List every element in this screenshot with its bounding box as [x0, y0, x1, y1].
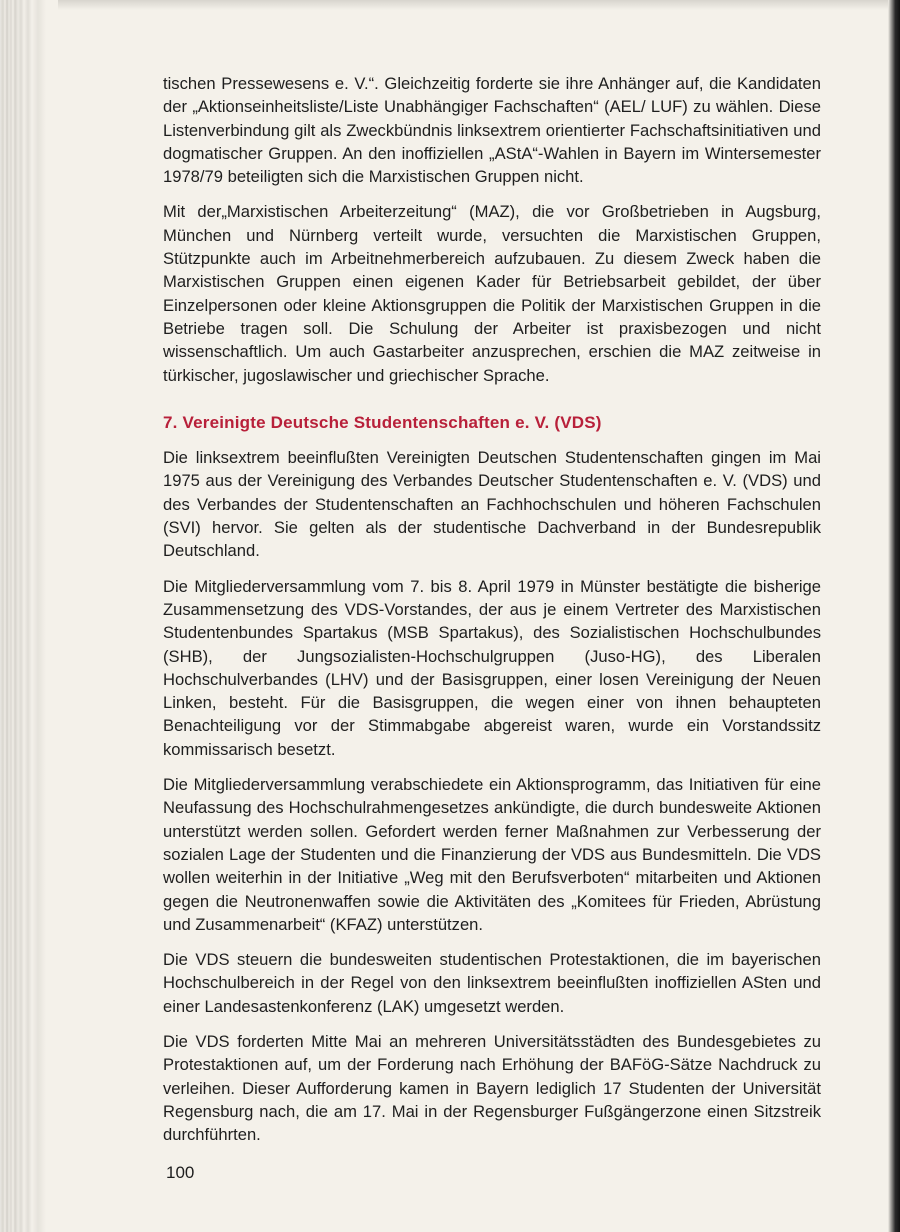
page-right-edge	[888, 0, 900, 1232]
paragraph-1: tischen Pressewesens e. V.“. Gleichzeitig forderte sie ihre Anhänger auf, die Kandidaten der „Aktionseinheitsliste/Liste Unabhängiger Fachschaften“ (AEL/ LUF) zu wählen. Diese Listenverbindung gilt als Zweckbündnis linksextrem orientierter Fachschaftsinitiativen und dogmatischer Gruppen. An den inoffiziellen „AStA“-Wahlen in Bayern im Wintersemester 1978/79 beteiligten sich die Marxistischen Gruppen nicht.	[163, 74, 821, 187]
paragraph-2: Mit der„Marxistischen Arbeiterzeitung“ (MAZ), die vor Großbetrieben in Augsburg, München und Nürnberg verteilt wurde, versuchten die Marxistischen Gruppen, Stützpunkte auch im Arbeitnehmerbereich aufzubauen. Zu diesem Zweck haben die Marxistischen Gruppen einen eigenen Kader für Betriebsarbeit gebildet, der über Einzelpersonen oder kleine Aktionsgruppen die Politik der Marxistischen Gruppen in die Betriebe tragen soll. Die Schulung der Arbeiter ist praxisbezogen und nicht wissenschaftlich. Um auch Gastarbeiter anzusprechen, erschien die MAZ zeitweise in türkischer, jugoslawischer und griechischer Sprache.	[163, 202, 821, 385]
paragraph-5: Die Mitgliederversammlung verabschiedete ein Aktionsprogramm, das Initiativen für eine Neufassung des Hochschulrahmengesetzes ankündigte, die durch bundesweite Aktionen unterstützt werden sollen. Gefordert werden ferner Maßnahmen zur Verbesserung der sozialen Lage der Studenten und die Finanzierung der VDS aus Bundesmitteln. Die VDS wollen weiterhin in der Initiative „Weg mit den Berufsverboten“ mitarbeiten und Aktionen gegen die Neutronenwaffen sowie die Aktivitäten des „Komitees für Frieden, Abrüstung und Zusammenarbeit“ (KFAZ) unterstützen.	[163, 775, 821, 934]
page-number: 100	[166, 1163, 195, 1182]
book-binding-edge	[0, 0, 58, 1232]
paragraph-4: Die Mitgliederversammlung vom 7. bis 8. April 1979 in Münster bestätigte die bisherige Zusammensetzung des VDS-Vorstandes, der aus je einem Vertreter des Marxistischen Studentenbundes Spartakus (MSB Spartakus), des Sozialistischen Hochschulbundes (SHB), der Jungsozialisten-Hochschulgruppen (Juso-HG), des Liberalen Hochschulverbandes (LHV) und der Basisgruppen, einer losen Vereinigung der Neuen Linken, besteht. Für die Basisgruppen, die wegen einer von ihnen behaupteten Benachteiligung vor der Stimmabgabe abgereist waren, wurde ein Vorstandssitz kommissarisch besetzt.	[163, 576, 821, 759]
paragraph-3: Die linksextrem beeinflußten Vereinigten Deutschen Studentenschaften gingen im Mai 1975 aus der Vereinigung des Verbandes Deutscher Studentenschaften e. V. (VDS) und des Verbandes der Studentenschaften an Fachhochschulen und höheren Fachschulen (SVI) hervor. Sie gelten als der studentische Dachverband in der Bundesrepublik Deutschland.	[163, 448, 821, 561]
page-top-edge	[0, 0, 900, 10]
paragraph-7: Die VDS forderten Mitte Mai an mehreren Universitätsstädten des Bundesgebietes zu Protestaktionen auf, um der Forderung nach Erhöhung der BAFöG-Sätze Nachdruck zu verleihen. Dieser Aufforderung kamen in Bayern lediglich 17 Studenten der Universität Regensburg nach, die am 17. Mai in der Regensburger Fußgängerzone einen Sitzstreik durchführten.	[163, 1031, 821, 1145]
page-body	[163, 72, 821, 1158]
section-heading: 7. Vereinigte Deutsche Studentenschaften e. V. (VDS)	[163, 412, 602, 432]
paragraph-6: Die VDS steuern die bundesweiten studentischen Protestaktionen, die im bayerischen Hochschulbereich in der Regel von den linksextrem beeinflußten inoffiziellen ASten und einer Landesastenkonferenz (LAK) umgesetzt werden.	[163, 950, 821, 1016]
